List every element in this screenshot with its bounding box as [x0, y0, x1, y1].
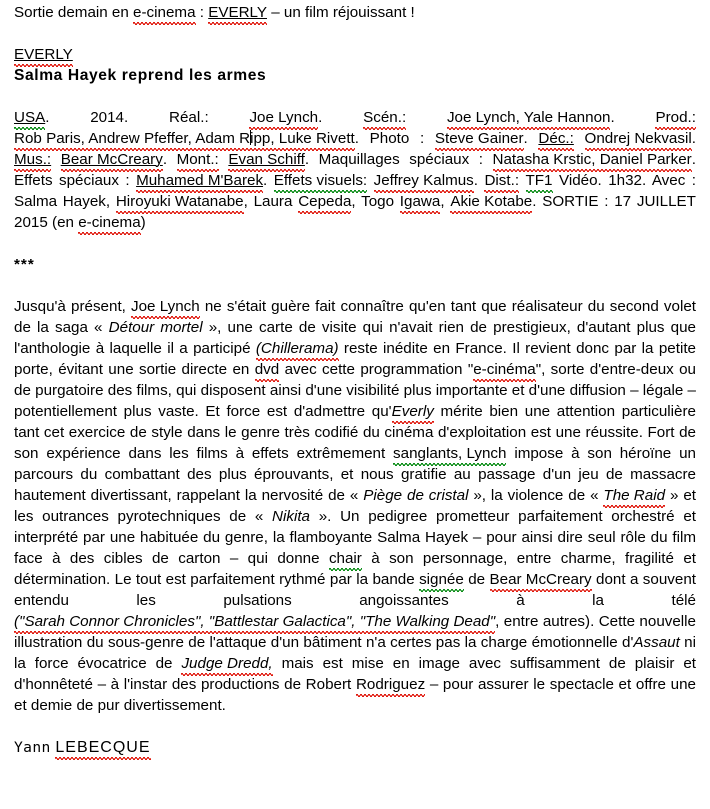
body-seg-05: », une carte de visite qui n'avait rien de prestigieux, d'autant plus que l'anthologie à laquelle il a participé — [14, 319, 696, 357]
body-seg-23: à son personnage, entre charme, fragilité et détermination. Le tout est parfaitement rythmé par la bande — [14, 550, 696, 588]
spacer — [14, 275, 696, 296]
article-headline — [14, 44, 696, 65]
body-seg-34: Rodriguez — [355, 676, 426, 693]
teaser-text-before: Sortie demain en — [14, 4, 134, 21]
body-seg-03: ne s'était guère fait connaître qu'en tant que réalisateur du second volet de la saga « — [14, 298, 696, 336]
body-seg-27: dont a souvent entendu les pulsations angoissantes à la télé — [14, 571, 696, 609]
body-seg-25: de — [463, 571, 490, 588]
credits-release-label: SORTIE : — [542, 193, 609, 210]
section-separator: *** — [14, 256, 35, 273]
body-title-judge-dredd: Judge Dredd, — [181, 655, 273, 672]
body-seg-02: Joe Lynch — [131, 298, 200, 315]
spacer — [14, 233, 696, 254]
credits-writer-label: Scén.: — [363, 109, 407, 126]
body-title-everly: Everly — [391, 403, 434, 420]
credits-producer-label: Prod.: — [655, 109, 696, 126]
teaser-line — [14, 2, 696, 23]
credits-decor-label: Déc.: — [538, 130, 574, 147]
spacer — [14, 716, 696, 737]
headline-text: EVERLY — [14, 46, 73, 63]
credits-sfx-label: Effets spéciaux : — [14, 172, 130, 189]
body-tv-titles: ("Sarah Connor Chronicles", "Battlestar Galactica", "The Walking Dead" — [14, 613, 496, 630]
teaser-term-everly: EVERLY — [208, 4, 267, 21]
credits-release-date: 17 JUILLET 2015 — [14, 193, 696, 231]
body-title-chillerama: (Chillerama) — [255, 340, 339, 357]
body-seg-10: e-cinéma — [473, 361, 536, 378]
body-seg-17: », la violence de « — [468, 487, 604, 504]
review-body — [14, 296, 696, 716]
credits-makeup: Natasha Krstic, Daniel Parker — [492, 151, 692, 168]
credits-dist-label: Dist.: — [484, 172, 520, 189]
body-title-piege-de-cristal: Piège de cristal — [363, 487, 469, 504]
body-title-nikita: Nikita — [272, 508, 310, 525]
credits-decor: Ondrej Nekvasil — [584, 130, 692, 147]
film-credits: USA. 2014. Réal.: Joe Lynch. Scén.: Joe Lynch, Yale Hannon. Prod.: Rob Paris, Andrew Pfeffer, Adam Ripp, Luke Rivett. Photo : Steve Gainer. Déc.: Ondrej Nekvasil. Mus.: Bear McCreary. Mont.: Evan Schiff. Maquillages spéciaux : Natasha Krstic, Daniel Parker. Effets spéciaux : Muhamed M'Barek. Effets visuels: Jeffrey Kalmus. Dist.: TF1 Vidéo. 1h32. Avec : Salma Hayek, Hiroyuki Watanabe, Laura Cepeda, Togo Igawa, Akie Kotabe. SORTIE : 17 JUILLET 2015 (en e-cinema) — [14, 109, 696, 231]
body-seg-01: Jusqu'à présent, — [14, 298, 132, 315]
credits-producers-b: ipp, Luke Rivett — [250, 130, 355, 147]
credits-dist: TF1 — [525, 172, 553, 189]
credits-runtime: 1h32 — [608, 172, 642, 189]
body-seg-29: , entre autres). Cette nouvelle illustration du sous-genre de l'attaque d'un bâtiment n'a certes pas la charge émotionnelle d' — [14, 613, 696, 651]
body-seg-13: mérite bien une attention particulière tant cet exercice de style dans le genre très codifié du cinéma d'exploitation est une réussite. Fort de son expérience dans les films à effets extrêmement — [14, 403, 696, 462]
teaser-text-after: – un film réjouissant ! — [267, 4, 415, 21]
spacer — [14, 23, 696, 44]
credits-vfx: Jeffrey Kalmus — [373, 172, 474, 189]
credits-photo-label: Photo : — [369, 130, 425, 147]
credits-cast-c: Cepeda — [298, 193, 352, 210]
author-first-name: Yann — [14, 739, 51, 756]
body-seg-15: impose à son héroïne un parcours du combattant des plus éprouvants, et nous gratifie au passage d'un jeu de massacre hautement divertissant, rappelant la nervosité de « — [14, 445, 696, 504]
credits-cast-d: Igawa — [399, 193, 441, 210]
body-seg-08: dvd — [254, 361, 280, 378]
credits-country: USA — [14, 109, 46, 126]
credits-cast-e: Akie Kotabe — [450, 193, 533, 210]
credits-editing-label: Mont.: — [176, 151, 219, 168]
credits-release-format: e-cinema — [78, 214, 141, 231]
author-signature — [14, 737, 696, 758]
teaser-term-ecinema: e-cinema — [133, 4, 196, 21]
credits-photo: Steve Gainer — [434, 130, 524, 147]
body-seg-19: » et les outrances pyrotechniques de « — [14, 487, 696, 525]
body-seg-24: signée — [419, 571, 464, 588]
body-title-assaut: Assaut — [633, 634, 680, 651]
credits-vfx-label: Effets visuels: — [273, 172, 368, 189]
body-seg-26: Bear McCreary — [489, 571, 592, 588]
body-seg-07: reste inédite en France. Il revient donc par la petite porte, évitant une sortie directe en — [14, 340, 696, 378]
credits-director-label: Réal.: — [169, 109, 209, 126]
body-title-detour-mortel: Détour mortel — [108, 319, 203, 336]
body-seg-21: ». Un pedigree prometteur parfaitement orchestré et interprété par une habituée du genre, la flamboyante Salma Hayek – pour ainsi dire seul rôle du film face à des cibles de carton – qui donne — [14, 508, 696, 567]
credits-director: Joe Lynch — [249, 109, 319, 126]
teaser-text-mid: : — [195, 4, 209, 21]
credits-cast-label: Avec : — [651, 172, 696, 189]
credits-sfx: Muhamed M'Barek — [136, 172, 264, 189]
spacer — [14, 86, 696, 107]
credits-music: Bear McCreary — [60, 151, 163, 168]
body-seg-09: avec cette programmation " — [279, 361, 474, 378]
credits-cast-b: Hiroyuki Watanabe — [115, 193, 244, 210]
credits-producers-a: Rob Paris, Andrew Pfeffer, Adam R — [14, 130, 251, 147]
article-subhead: Salma Hayek reprend les armes — [14, 67, 267, 84]
body-seg-14: sanglants, Lynch — [393, 445, 507, 462]
body-seg-22: chair — [328, 550, 362, 567]
body-title-the-raid: The Raid — [603, 487, 666, 504]
body-seg-33: mais est mise en image avec suffisamment de plaisir et d'honnêteté – à l'instar des productions de Robert — [14, 655, 697, 693]
credits-editing: Evan Schiff — [228, 151, 305, 168]
author-last-name: LEBECQUE — [55, 739, 151, 756]
body-seg-35: – pour assurer le spectacle et offre une et demie de pur divertissement. — [14, 676, 696, 714]
credits-music-label: Mus.: — [14, 151, 52, 168]
credits-year: 2014 — [90, 109, 125, 126]
credits-makeup-label: Maquillages spéciaux : — [318, 151, 483, 168]
credits-writers: Joe Lynch, Yale Hannon — [446, 109, 611, 126]
body-seg-11: ", sorte d'entre-deux ou de purgatoire des films, qui disposent ainsi d'une visibilité plus importante et d'une diffusion – légale – potentiellement plus vaste. Et force est d'admettre qu' — [14, 361, 696, 420]
body-seg-31: ni la force évocatrice de — [14, 634, 696, 672]
